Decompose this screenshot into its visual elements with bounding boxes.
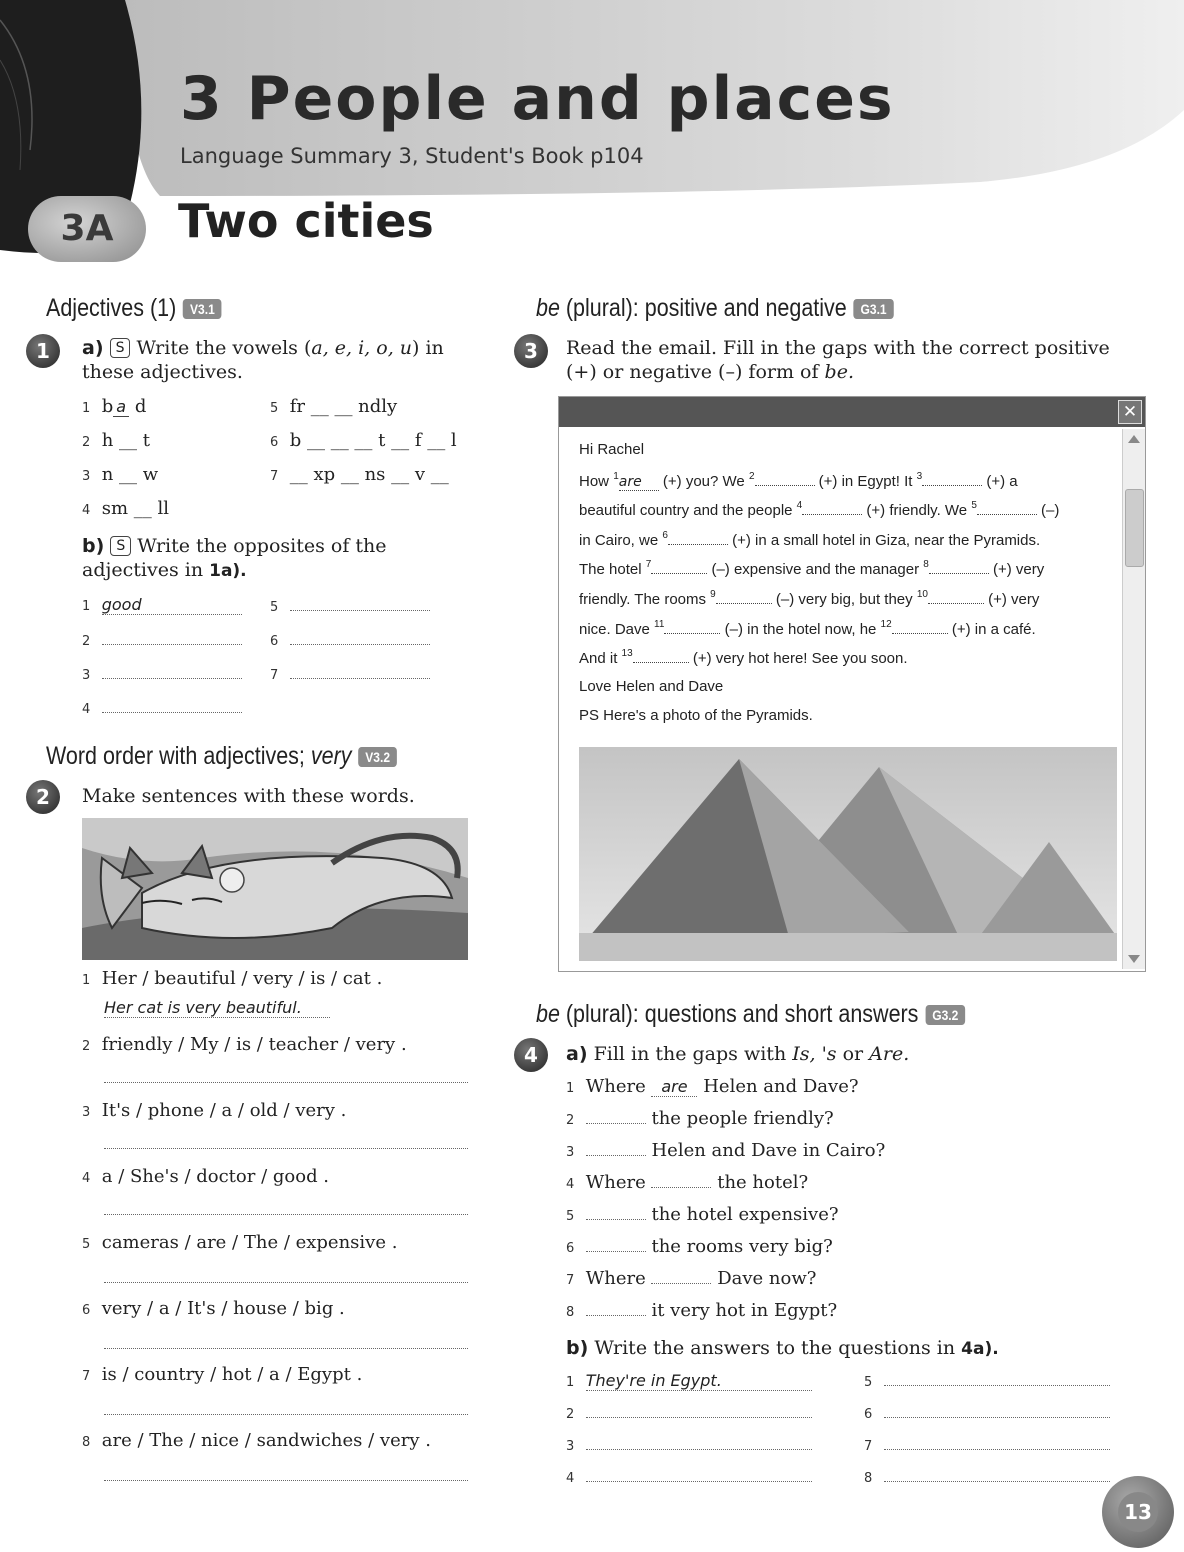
answer-field[interactable] — [104, 1266, 468, 1283]
instr-ref: 4a). — [961, 1339, 999, 1359]
list-item — [566, 1370, 812, 1391]
list-item — [82, 628, 242, 650]
list-item — [82, 430, 150, 451]
item-text: Where — [585, 1172, 646, 1193]
answer-field[interactable] — [884, 1371, 1110, 1386]
gap-number: 2 — [748, 470, 755, 482]
item-number: 6 — [82, 1303, 91, 1318]
email-text: beautiful country and the people — [579, 502, 793, 520]
instr-vowels: a, e, i, o, u — [311, 337, 413, 359]
instr-options: Are. — [869, 1043, 910, 1065]
item-number: 1 — [566, 1375, 575, 1390]
window-title-bar — [559, 397, 1145, 427]
item-number: 5 — [270, 600, 279, 615]
gap-field[interactable] — [633, 650, 689, 663]
scroll-up-icon[interactable] — [1128, 435, 1140, 443]
exercise-4b-instruction — [566, 1336, 999, 1361]
email-text: (+) very — [988, 590, 1040, 608]
item-number: 6 — [270, 435, 279, 450]
email-line — [579, 471, 1099, 501]
list-item — [82, 1166, 329, 1187]
heading-italic: be — [536, 1000, 560, 1028]
instr-text: Read the email. Fill in the gaps with the correct positive (+) or negative (–) form of — [566, 337, 1110, 383]
email-text: (+) in a small hotel in Giza, near the Pyramids. — [732, 531, 1041, 549]
item-number: 1 — [82, 973, 91, 988]
item-number: 4 — [566, 1471, 575, 1486]
list-item — [82, 1100, 346, 1121]
email-line — [579, 619, 1099, 649]
item-number: 8 — [82, 1435, 91, 1450]
heading-italic: be — [536, 294, 560, 322]
email-text: How — [579, 472, 610, 490]
answer-field[interactable] — [586, 1109, 646, 1124]
answer-field[interactable] — [104, 1464, 468, 1481]
email-text: And it — [579, 650, 618, 668]
item-text: the rooms very big? — [651, 1236, 833, 1257]
answer-field[interactable]: They're in Egypt. — [586, 1371, 812, 1391]
instr-text: Write the vowels ( — [136, 337, 312, 359]
item-number: 1 — [82, 599, 91, 614]
item-number: 7 — [270, 469, 279, 484]
instr-text: Fill in the gaps with — [593, 1043, 787, 1065]
gap-number: 3 — [916, 470, 923, 482]
email-text: The hotel — [579, 561, 642, 579]
answer-field[interactable] — [884, 1467, 1110, 1482]
email-body — [579, 441, 1099, 737]
unit-badge — [28, 196, 146, 262]
email-line — [579, 648, 1099, 678]
gap-field[interactable] — [802, 502, 862, 515]
item-words: It's / phone / a / old / very . — [101, 1100, 347, 1121]
answer-field[interactable] — [586, 1403, 812, 1418]
list-item — [82, 696, 242, 718]
item-number: 2 — [82, 634, 91, 649]
email-line — [579, 589, 1099, 619]
chapter-title: 3 People and places — [180, 64, 895, 134]
list-item — [270, 662, 430, 684]
gap-number: 8 — [923, 559, 929, 571]
heading-text: (plural): questions and short answers — [565, 1000, 919, 1028]
item-text: d — [134, 396, 147, 417]
chapter-subtitle: Language Summary 3, Student's Book p104 — [180, 144, 644, 168]
item-text[interactable]: n __ w — [101, 464, 159, 485]
item-number: 2 — [566, 1407, 575, 1422]
list-item — [82, 1034, 407, 1055]
answer-field[interactable] — [586, 1237, 646, 1252]
item-words: are / The / nice / sandwiches / very . — [101, 1430, 431, 1451]
item-number: 8 — [566, 1305, 575, 1320]
list-item — [566, 1076, 859, 1097]
item-number: 7 — [82, 1369, 91, 1384]
email-ps: PS Here's a photo of the Pyramids. — [579, 707, 813, 725]
gap-number: 7 — [645, 559, 652, 571]
answer-field[interactable] — [104, 1198, 468, 1215]
item-text: Where — [585, 1268, 646, 1289]
item-number: 5 — [82, 1237, 91, 1252]
answer-field[interactable] — [884, 1435, 1110, 1450]
answer-field[interactable]: Her cat is very beautiful. — [104, 998, 330, 1018]
skill-badge: S — [110, 338, 131, 358]
email-text: (+) a — [986, 472, 1018, 490]
email-text: (–) in the hotel now, he — [724, 620, 877, 638]
close-icon[interactable]: ✕ — [1118, 400, 1142, 424]
email-text: (–) expensive and the manager — [711, 561, 920, 579]
answer-field[interactable] — [586, 1205, 646, 1220]
item-number: 2 — [82, 1039, 91, 1054]
item-text: it very hot in Egypt? — [651, 1300, 838, 1321]
pyramids-photo — [579, 747, 1117, 961]
answer-field[interactable] — [586, 1467, 812, 1482]
page-number-badge — [1102, 1476, 1174, 1548]
answer-field[interactable] — [102, 662, 242, 679]
item-text: Dave now? — [717, 1268, 817, 1289]
gap-number: 13 — [621, 648, 633, 660]
list-item — [270, 396, 397, 417]
list-item — [82, 1232, 397, 1253]
email-greeting: Hi Rachel — [579, 441, 645, 458]
exercise-4a-instruction — [566, 1042, 909, 1066]
email-text: (–) very big, but they — [775, 590, 913, 608]
item-text[interactable]: fr __ __ ndly — [289, 396, 398, 417]
exercise-1b-instruction — [82, 534, 482, 583]
instr-text: Write the answers to the questions in — [594, 1337, 956, 1359]
list-item — [82, 1430, 431, 1451]
list-item — [566, 1268, 816, 1289]
item-number: 1 — [566, 1081, 575, 1096]
instr-text: Write the opposites of the adjectives in — [82, 535, 387, 581]
list-item — [566, 1236, 833, 1257]
item-number: 4 — [82, 702, 91, 717]
list-item — [82, 464, 158, 485]
item-number: 3 — [82, 469, 91, 484]
list-item — [82, 498, 169, 519]
list-item — [270, 430, 457, 451]
answer-field[interactable] — [586, 1435, 812, 1450]
gap-field[interactable] — [668, 532, 728, 545]
heading-italic: very — [310, 742, 352, 770]
gap-field[interactable]: are — [619, 474, 659, 491]
scroll-down-icon[interactable] — [1128, 955, 1140, 963]
section-heading-be-questions — [536, 1000, 965, 1029]
ref-badge: G3.2 — [925, 1005, 965, 1025]
answer-field[interactable] — [586, 1141, 646, 1156]
gap-number: 11 — [654, 618, 665, 630]
answer-field[interactable] — [884, 1403, 1110, 1418]
heading-text: Word order with adjectives; — [46, 742, 305, 770]
instr-text: ) in these adjectives. — [82, 337, 444, 383]
email-line — [579, 559, 1099, 589]
unit-title: Two cities — [178, 194, 434, 248]
item-number: 5 — [864, 1375, 873, 1390]
list-item — [82, 1298, 345, 1319]
list-item — [566, 1402, 812, 1423]
item-text: the hotel expensive? — [651, 1204, 839, 1225]
instr-be: be. — [824, 361, 854, 383]
email-text: (+) friendly. We — [866, 502, 968, 520]
item-number: 7 — [566, 1273, 575, 1288]
list-item — [566, 1140, 885, 1161]
list-item — [82, 396, 146, 417]
cat-illustration — [82, 818, 468, 960]
item-words: friendly / My / is / teacher / very . — [101, 1034, 407, 1055]
email-text: (+) you? We — [662, 472, 745, 490]
exercise-2-instruction: Make sentences with these words. — [82, 785, 415, 807]
item-words: Her / beautiful / very / is / cat . — [101, 968, 383, 989]
email-text: (+) in Egypt! It — [818, 472, 913, 490]
gap-field[interactable] — [755, 473, 815, 486]
list-item — [566, 1300, 837, 1321]
item-words: cameras / are / The / expensive . — [101, 1232, 398, 1253]
list-item — [864, 1466, 1110, 1487]
gap-field[interactable] — [928, 591, 984, 604]
answer-field[interactable] — [651, 1269, 711, 1284]
list-item — [82, 1364, 362, 1385]
exercise-3-instruction — [566, 336, 1126, 384]
item-number: 2 — [566, 1113, 575, 1128]
email-text: (+) very — [993, 561, 1045, 579]
item-text: the hotel? — [717, 1172, 809, 1193]
gap-field[interactable] — [892, 621, 948, 634]
answer-field[interactable] — [104, 1398, 468, 1415]
answer-line[interactable] — [104, 998, 330, 1018]
item-number: 6 — [566, 1241, 575, 1256]
item-number: 4 — [82, 1171, 91, 1186]
gap-number: 10 — [916, 588, 928, 600]
gap-field[interactable] — [922, 473, 982, 486]
item-words: very / a / It's / house / big . — [101, 1298, 345, 1319]
item-number: 3 — [566, 1439, 575, 1454]
item-words: is / country / hot / a / Egypt . — [101, 1364, 363, 1385]
scrollbar[interactable] — [1122, 429, 1145, 969]
exercise-number: 2 — [26, 780, 60, 814]
list-item — [864, 1402, 1110, 1423]
answer-field[interactable] — [290, 628, 430, 645]
answer-field[interactable] — [102, 696, 242, 713]
email-text: (+) very hot here! See you soon. — [692, 650, 908, 668]
answer-field[interactable] — [104, 1332, 468, 1349]
item-text: Helen and Dave in Cairo? — [651, 1140, 886, 1161]
item-number: 6 — [864, 1407, 873, 1422]
item-number: 2 — [82, 435, 91, 450]
section-heading-be-positive — [536, 294, 894, 323]
list-item — [566, 1434, 812, 1455]
ref-badge: G3.1 — [854, 299, 894, 319]
email-text: friendly. The rooms — [579, 590, 706, 608]
list-item — [566, 1466, 812, 1487]
answer-field[interactable] — [102, 628, 242, 645]
part-label: b) — [82, 535, 105, 557]
instr-ref: 1a). — [209, 561, 247, 581]
answer-field[interactable] — [104, 1066, 468, 1083]
answer-field[interactable]: are — [651, 1077, 697, 1097]
section-heading-adjectives — [46, 294, 222, 323]
item-number: 7 — [864, 1439, 873, 1454]
email-line — [579, 530, 1099, 560]
list-item — [566, 1204, 839, 1225]
answer-field[interactable] — [651, 1173, 711, 1188]
email-text: in Cairo, we — [579, 531, 659, 549]
list-item — [270, 464, 449, 485]
list-item — [82, 662, 242, 684]
item-number: 5 — [270, 401, 279, 416]
gap-field[interactable] — [716, 591, 772, 604]
item-text: the people friendly? — [651, 1108, 834, 1129]
answer-field[interactable]: a — [113, 397, 129, 417]
answer-field[interactable] — [104, 1132, 468, 1149]
item-number: 7 — [270, 668, 279, 683]
list-item — [270, 594, 430, 616]
part-label: a) — [82, 337, 104, 359]
list-item — [270, 628, 430, 650]
item-text[interactable]: sm __ ll — [101, 498, 169, 519]
item-text[interactable]: __ xp __ ns __ v __ — [289, 464, 449, 485]
answer-field[interactable]: good — [102, 595, 242, 615]
ref-badge: V3.2 — [358, 747, 397, 767]
email-line — [579, 500, 1099, 530]
item-words: a / She's / doctor / good . — [101, 1166, 330, 1187]
item-number: 3 — [566, 1145, 575, 1160]
exercise-number: 1 — [26, 334, 60, 368]
gap-number: 4 — [796, 500, 803, 512]
gap-number: 6 — [662, 529, 668, 541]
answer-field[interactable] — [586, 1301, 646, 1316]
gap-number: 12 — [880, 618, 892, 630]
scroll-thumb[interactable] — [1125, 489, 1144, 567]
item-text: Where — [585, 1076, 646, 1097]
part-label: b) — [566, 1337, 589, 1359]
gap-field[interactable] — [977, 502, 1037, 515]
gap-field[interactable] — [664, 621, 720, 634]
gap-number: 1 — [613, 470, 619, 482]
list-item — [864, 1434, 1110, 1455]
email-text: nice. Dave — [579, 620, 650, 638]
item-text: Helen and Dave? — [703, 1076, 859, 1097]
email-window — [558, 396, 1146, 972]
part-label: a) — [566, 1043, 588, 1065]
email-text: (+) in a café. — [951, 620, 1036, 638]
gap-number: 9 — [710, 588, 716, 600]
item-number: 4 — [566, 1177, 575, 1192]
list-item — [82, 968, 382, 989]
page-number: 13 — [1118, 1492, 1158, 1532]
item-number: 3 — [82, 668, 91, 683]
exercise-number: 4 — [514, 1038, 548, 1072]
answer-field[interactable] — [290, 662, 430, 679]
list-item — [82, 594, 242, 615]
email-text: (–) — [1041, 502, 1060, 520]
item-text: b — [101, 396, 114, 417]
item-number: 3 — [82, 1105, 91, 1120]
gap-number: 5 — [971, 500, 977, 512]
instr-text: or — [842, 1043, 864, 1065]
list-item — [864, 1370, 1110, 1391]
list-item — [566, 1172, 808, 1193]
list-item — [566, 1108, 834, 1129]
heading-text: (plural): positive and negative — [565, 294, 847, 322]
item-number: 1 — [82, 401, 91, 416]
item-text[interactable]: b __ __ __ t __ f __ l — [289, 430, 457, 451]
instr-options: Is, 's — [792, 1043, 837, 1065]
unit-badge-label: 3A — [60, 208, 114, 249]
item-text[interactable]: h __ t — [101, 430, 151, 451]
exercise-number: 3 — [514, 334, 548, 368]
item-number: 6 — [270, 634, 279, 649]
exercise-1a-instruction — [82, 336, 462, 384]
gap-field[interactable] — [929, 561, 989, 574]
section-heading-word-order — [46, 742, 397, 771]
email-signoff: Love Helen and Dave — [579, 677, 724, 695]
item-number: 5 — [566, 1209, 575, 1224]
gap-field[interactable] — [651, 561, 707, 574]
ref-badge: V3.1 — [183, 299, 222, 319]
item-number: 8 — [864, 1471, 873, 1486]
skill-badge: S — [110, 536, 131, 556]
heading-text: Adjectives (1) — [46, 294, 177, 322]
answer-field[interactable] — [290, 594, 430, 611]
item-number: 4 — [82, 503, 91, 518]
